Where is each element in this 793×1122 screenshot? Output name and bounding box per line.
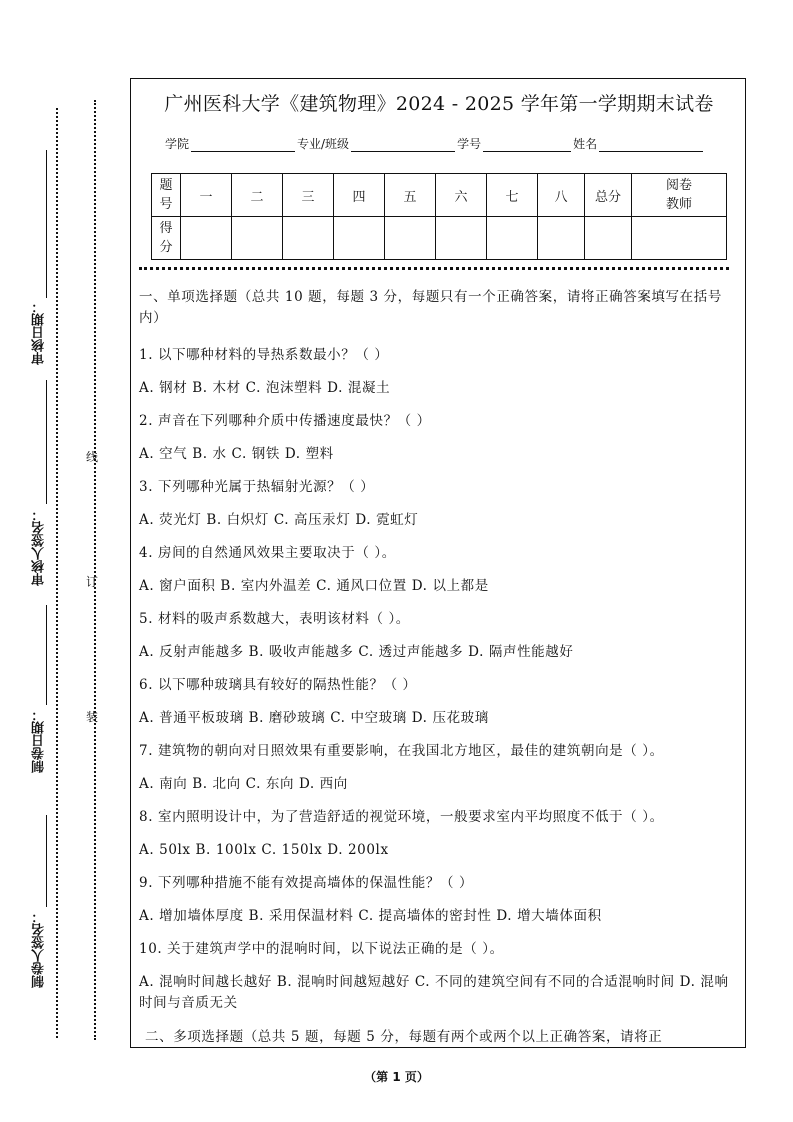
score-cell[interactable]: [487, 217, 538, 260]
page-number: （第 1 页）: [364, 1070, 429, 1084]
maker-sign-label: 制卷人签名：: [32, 910, 47, 988]
question-7: 7. 建筑物的朝向对日照效果有重要影响，在我国北方地区，最佳的建筑朝向是（ ）。: [139, 743, 664, 759]
student-info-row: [165, 135, 705, 152]
score-cell[interactable]: [181, 217, 232, 260]
question-9: 9. 下列哪种措施不能有效提高墙体的保温性能？（ ）: [139, 875, 474, 891]
question-1: 1. 以下哪种材料的导热系数最小？（ ）: [139, 347, 389, 363]
options-9: A. 增加墙体厚度 B. 采用保温材料 C. 提高墙体的密封性 D. 增大墙体面积: [139, 908, 602, 924]
reviewer-sign-label: 审核人签名：: [32, 508, 47, 586]
binding-char-order: 订: [86, 575, 99, 589]
make-date-label: 制卷日期：: [32, 708, 47, 773]
review-date-line: [46, 150, 47, 298]
options-5: A. 反射声能越多 B. 吸收声能越多 C. 透过声能越多 D. 隔声性能越好: [139, 644, 574, 660]
maker-sign-line: [46, 815, 47, 907]
name-blank[interactable]: [599, 139, 703, 152]
score-header-7: 七: [487, 174, 538, 217]
binding-char-fix: 装: [86, 710, 99, 724]
score-cell[interactable]: [385, 217, 436, 260]
dotted-separator: [139, 267, 729, 270]
make-date-line: [46, 605, 47, 705]
question-4: 4. 房间的自然通风效果主要取决于（ ）。: [139, 545, 396, 561]
score-header-grader: 阅卷 教师: [632, 174, 727, 217]
binding-char-line: 线: [86, 450, 99, 464]
student-id-blank[interactable]: [483, 139, 571, 152]
score-header-1: 一: [181, 174, 232, 217]
options-7: A. 南向 B. 北向 C. 东向 D. 西向: [139, 776, 348, 792]
major-label: 专业/班级: [297, 137, 350, 151]
college-blank[interactable]: [191, 139, 295, 152]
name-label: 姓名: [573, 137, 598, 151]
score-row-label: 得 分: [152, 217, 181, 260]
options-8: A. 50lx B. 100lx C. 150lx D. 200lx: [139, 842, 389, 858]
question-6: 6. 以下哪种玻璃具有较好的隔热性能？（ ）: [139, 677, 417, 693]
score-cell[interactable]: [538, 217, 585, 260]
score-cell[interactable]: [436, 217, 487, 260]
college-label: 学院: [165, 137, 190, 151]
options-2: A. 空气 B. 水 C. 钢铁 D. 塑料: [139, 446, 334, 462]
score-header-4: 四: [334, 174, 385, 217]
options-10: A. 混响时间越长越好 B. 混响时间越短越好 C. 不同的建筑空间有不同的合适混响时间 D. 混响时间与音质无关: [139, 974, 729, 1011]
score-header-5: 五: [385, 174, 436, 217]
score-header-8: 八: [538, 174, 585, 217]
options-3: A. 荧光灯 B. 白炽灯 C. 高压汞灯 D. 霓虹灯: [139, 512, 419, 528]
score-header-6: 六: [436, 174, 487, 217]
score-cell[interactable]: [283, 217, 334, 260]
review-date-label: 审核日期：: [32, 300, 47, 365]
score-header-2: 二: [232, 174, 283, 217]
reviewer-sign-line: [46, 380, 47, 504]
score-header-label: 题 号: [152, 174, 181, 217]
score-header-3: 三: [283, 174, 334, 217]
exam-title: 广州医科大学《建筑物理》2024 - 2025 学年第一学期期末试卷: [164, 93, 714, 115]
binding-dotted-line: [94, 100, 96, 1040]
student-id-label: 学号: [457, 137, 482, 151]
options-1: A. 钢材 B. 木材 C. 泡沫塑料 D. 混凝土: [139, 380, 391, 396]
exam-frame: [130, 78, 746, 1048]
options-6: A. 普通平板玻璃 B. 磨砂玻璃 C. 中空玻璃 D. 压花玻璃: [139, 710, 489, 726]
question-8: 8. 室内照明设计中，为了营造舒适的视觉环境，一般要求室内平均照度不低于（ ）。: [139, 809, 664, 825]
left-dotted-line: [56, 108, 58, 1038]
score-cell-total[interactable]: [585, 217, 632, 260]
major-blank[interactable]: [351, 139, 455, 152]
score-cell[interactable]: [232, 217, 283, 260]
question-10: 10. 关于建筑声学中的混响时间，以下说法正确的是（ ）。: [139, 941, 504, 957]
score-cell-grader[interactable]: [632, 217, 727, 260]
question-5: 5. 材料的吸声系数越大，表明该材料（ ）。: [139, 611, 410, 627]
section1-heading: 一、单项选择题（总共 10 题，每题 3 分，每题只有一个正确答案，请将正确答案填写在括号内）: [139, 289, 722, 326]
options-4: A. 窗户面积 B. 室内外温差 C. 通风口位置 D. 以上都是: [139, 578, 489, 594]
question-2: 2. 声音在下列哪种介质中传播速度最快？（ ）: [139, 413, 431, 429]
question-3: 3. 下列哪种光属于热辐射光源？（ ）: [139, 479, 375, 495]
section2-heading: 二、多项选择题（总共 5 题，每题 5 分，每题有两个或两个以上正确答案，请将正: [145, 1029, 663, 1045]
score-table: [151, 173, 727, 260]
score-cell[interactable]: [334, 217, 385, 260]
score-header-total: 总分: [585, 174, 632, 217]
